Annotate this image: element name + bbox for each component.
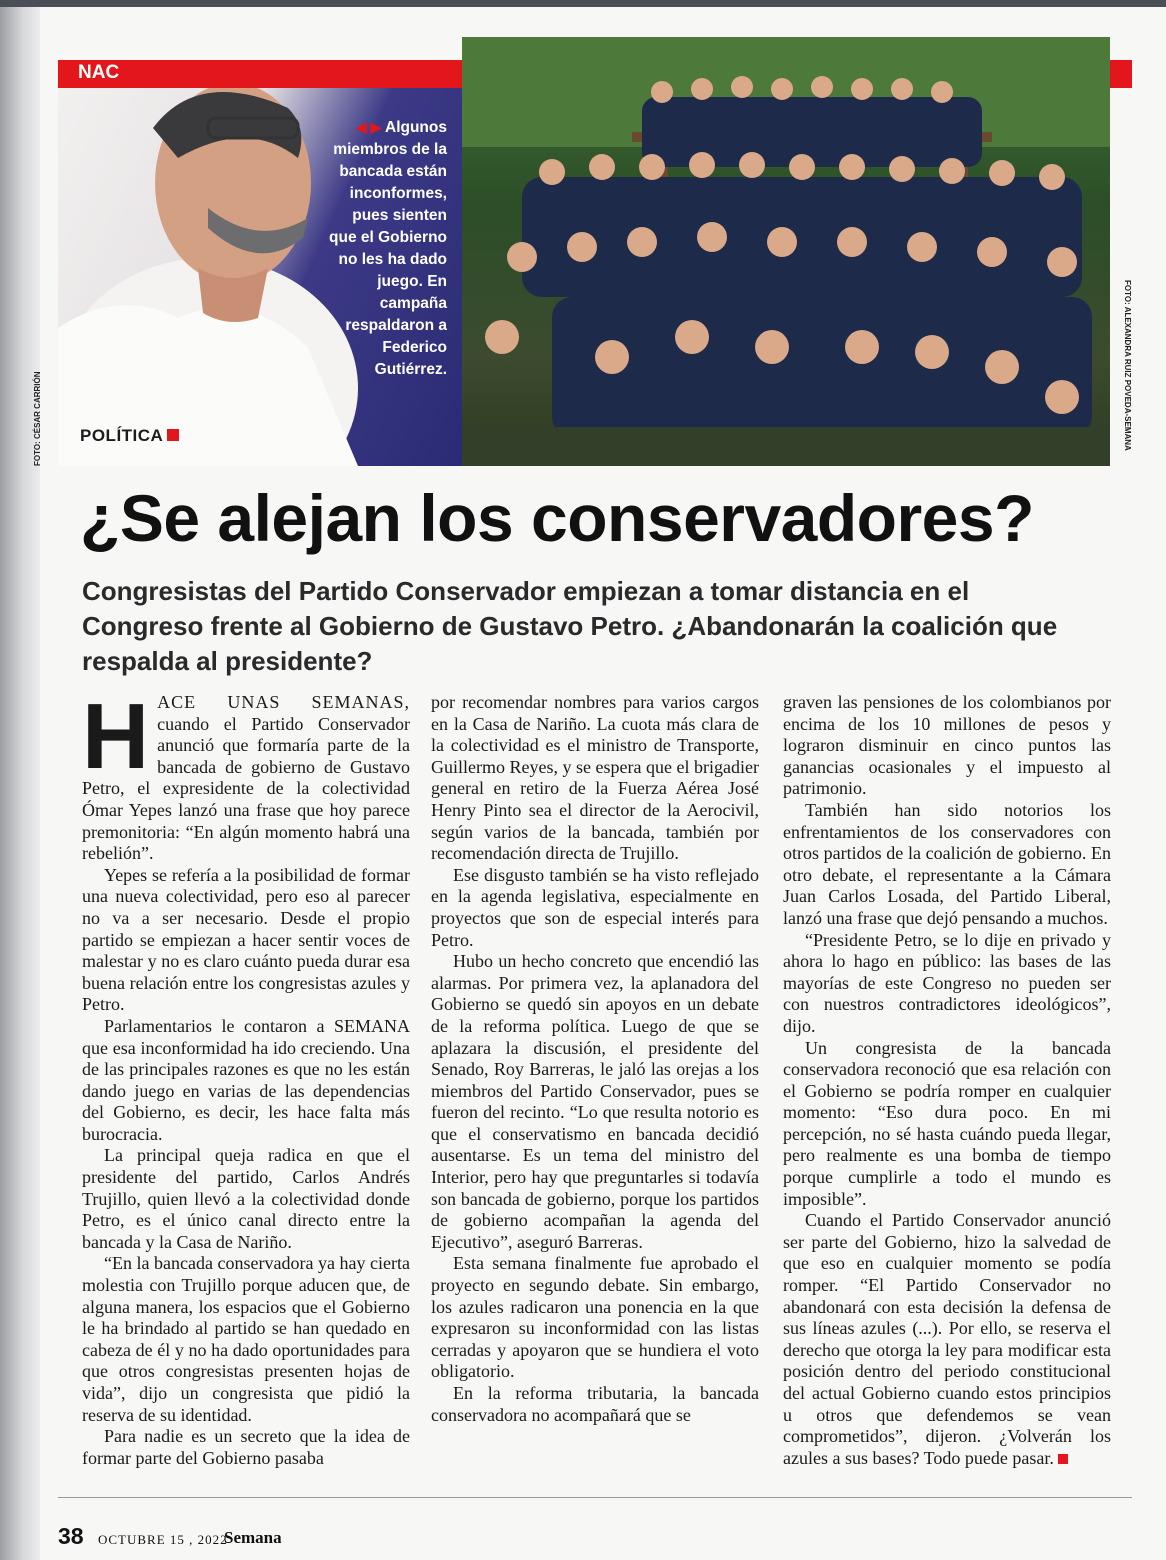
article-paragraph: Parlamentarios le contaron a SEMANA que esa inconformidad ha ido creciendo. Una de las principales razones es que no les están dando juego en varias de las dependencias del Gobierno, es decir, les hace falta más burocracia.: [82, 1015, 410, 1144]
article-paragraph: Un congresista de la bancada conservadora reconoció que esa relación con el Gobierno se podría romper en cualquier momento: “Eso dura poco. En mi percepción, no sé hasta cuándo pueda llegar, pero realmente es una bomba de tiempo porque cumplirle a todo el mundo es imposible”.: [783, 1037, 1111, 1209]
section-tag: NAC: [78, 62, 120, 83]
bottom-rule: [58, 1497, 1132, 1498]
article-paragraph: Yepes se refería a la posibilidad de formar una nueva colectividad, pero eso al parecer no va a ser necesario. Desde el propio partido se empiezan a hacer sentir voces de malestar y no es claro cuánto pueda durar esa buena relación entre los congresistas azules y Petro.: [82, 864, 410, 1015]
article-paragraph: “En la bancada conservadora ya hay cierta molestia con Trujillo porque aducen que, de alguna manera, los espacios que el Gobierno le ha brindado al partido se han quedado en cabeza de él y no ha dado oportunidades para que otros congresistas presenten hojas de vida”, dijo un congresista que pidió la reserva de su identidad.: [82, 1253, 410, 1425]
photo-caption: [325, 116, 447, 381]
paragraph-text: cuando el Partido Conservador anunció que formaría parte de la bancada de gobierno de Gustavo Petro, el expresidente de la colectividad Ómar Yepes lanzó una frase que hoy parece premonitoria: “En algún momento habrá una rebelión”.: [82, 713, 410, 864]
deck: Congresistas del Partido Conservador empiezan a tomar distancia en el Congreso frente al Gobierno de Gustavo Petro. ¿Abandonarán la coalición que respalda al presidente?: [82, 576, 1058, 676]
article-column-1: [82, 684, 410, 1469]
article-paragraph: La principal queja radica en que el presidente del partido, Carlos Andrés Trujillo, quien llevó a la colectividad donde Petro, es el único canal directo entre la bancada y la Casa de Nariño.: [82, 1145, 410, 1252]
article-paragraph: Esta semana finalmente fue aprobado el proyecto en segundo debate. Sin embargo, los azules radicaron una ponencia en la que expresaron su inconformidad con las listas cerradas y apoyaron que se hundiera el voto obligatorio.: [431, 1253, 759, 1382]
red-square-icon: [167, 429, 179, 441]
article-paragraph: Para nadie es un secreto que la idea de formar parte del Gobierno pasaba: [82, 1426, 410, 1468]
article-paragraph: graven las pensiones de los colombianos por encima de los 10 millones de pesos y lograron disminuir en cinco puntos las ganancias ocasionales y el impuesto al patrimonio.: [783, 692, 1111, 799]
article-paragraph: [82, 684, 410, 865]
top-edge: [0, 0, 1166, 7]
magazine-name: Semana: [224, 1528, 282, 1547]
article-paragraph: Ese disgusto también se ha visto reflejado en la agenda legislativa, especialmente en proyectos que son de especial interés para Petro.: [431, 864, 759, 950]
page-number: 38: [58, 1523, 84, 1549]
caption-arrows-icon: ◀ ▶: [355, 119, 382, 135]
caption-text: Algunos miembros de la bancada están inconformes, pues sienten que el Gobierno no les ha dado juego. En campaña respaldaron a Federico Gutiérrez.: [329, 119, 447, 378]
photo-conservative-caucus: [462, 37, 1110, 466]
article-column-3: [783, 692, 1111, 1469]
article-paragraph: Hubo un hecho concreto que encendió las alarmas. Por primera vez, la aplanadora del Gobierno se quedó sin apoyos en un debate de la reforma política. Luego de que se aplazara la discusión, el presidente del Senado, Roy Barreras, le jaló las orejas a los miembros del Partido Conservador, pues se fueron del recinto. “Lo que resulta notorio es que el conservatismo en bancada decidió ausentarse. Es un tema del ministro del Interior, pero hay que preguntarles si todavía son bancada de gobierno, porque los partidos de gobierno acompañan la agenda del Ejecutivo”, aseguró Barreras.: [431, 951, 759, 1252]
drop-cap: H: [82, 684, 150, 788]
issue-date: OCTUBRE 15 , 2022: [98, 1532, 228, 1547]
headline: ¿Se alejan los conservadores?: [80, 481, 1034, 555]
article-column-2: [431, 692, 759, 1426]
photo-credit-left: FOTO: CÉSAR CARRIÓN: [33, 371, 42, 466]
paragraph-text: Cuando el Partido Conservador anunció ser parte del Gobierno, hizo la salvedad de que eso en cualquier momento se podía romper. “El Partido Conservador no abandonará con esta decisión la defensa de sus líneas azules (...). Por ello, se reserva el derecho que otorga la ley para modificar esta posición dentro del periodo constitucional del actual Gobierno cuando estos principios u otros que defendemos se vean comprometidos”, dijeron. ¿Volverán los azules a sus bases? Todo puede pasar.: [783, 1210, 1111, 1468]
page-gutter: [0, 7, 40, 1560]
article-paragraph: “Presidente Petro, se lo dije en privado y ahora lo hago en público: las bases de las mayorías de este Congreso no pueden ser con nuestros contradictores ideológicos”, dijo.: [783, 929, 1111, 1036]
section-label-text: POLÍTICA: [80, 426, 164, 445]
photo-credit-right: FOTO: ALEXANDRA RUIZ POVEDA-SEMANA: [1123, 280, 1132, 451]
article-paragraph: por recomendar nombres para varios cargos en la Casa de Nariño. La cuota más clara de la colectividad es el ministro de Transporte, Guillermo Reyes, y se espera que el brigadier general en retiro de la Fuerza Aérea José Henry Pinto sea el director de la Aerocivil, según varios de la bancada, también por recomendación directa de Trujillo.: [431, 692, 759, 864]
lead-in: ACE UNAS SEMANAS,: [157, 692, 410, 712]
article-paragraph: En la reforma tributaria, la bancada conservadora no acompañará que se: [431, 1383, 759, 1425]
section-label: [80, 426, 179, 446]
end-mark-icon: [1058, 1454, 1068, 1464]
article-paragraph: También han sido notorios los enfrentamientos de los conservadores con otros partidos de la coalición de gobierno. En otro debate, el representante a la Cámara Juan Carlos Losada, del Partido Liberal, lanzó una frase que dejó pensando a muchos.: [783, 799, 1111, 928]
article-paragraph: [783, 1210, 1111, 1469]
